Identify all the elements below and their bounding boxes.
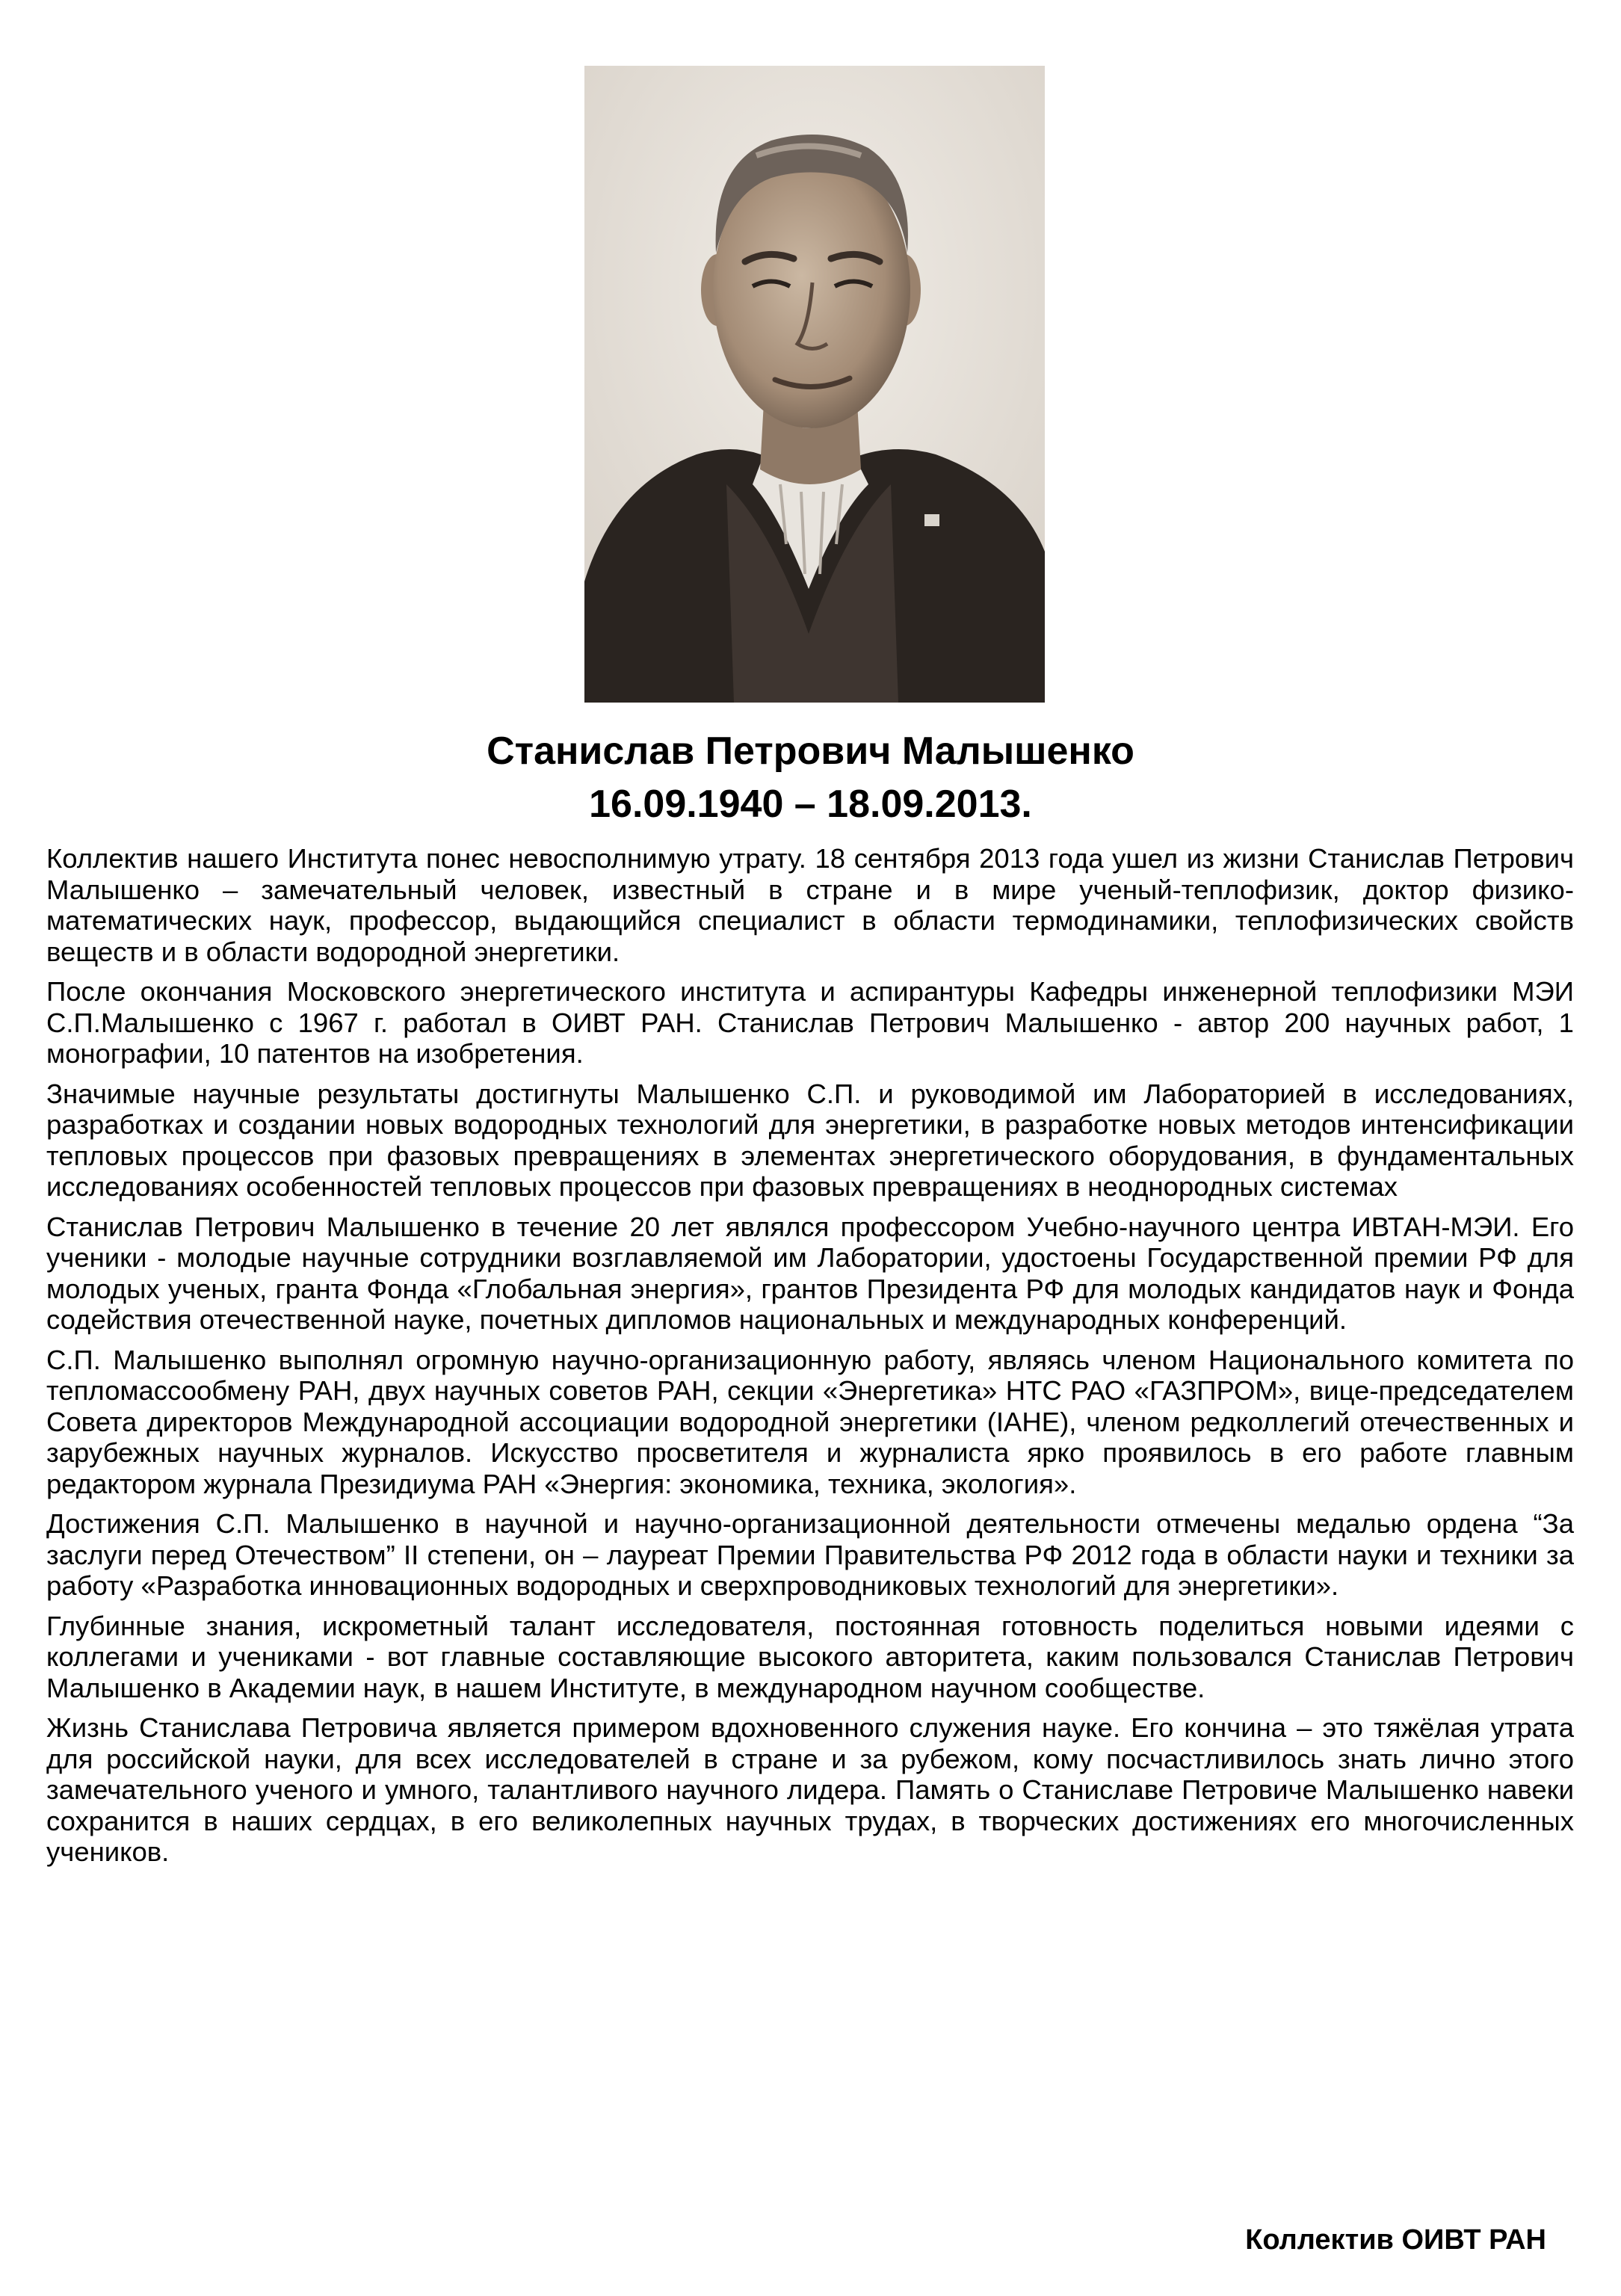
paragraph: После окончания Московского энергетического института и аспирантуры Кафедры инженерной теплофизики МЭИ С.П.Малышенко с 1967 г. работал в ОИВТ РАН. Станислав Петрович Малышенко - автор 200 научных работ, 1 монографии, 10 патентов на изобретения. <box>46 976 1574 1069</box>
paragraph: С.П. Малышенко выполнял огромную научно-организационную работу, являясь членом Национального комитета по тепломассообмену РАН, двух научных советов РАН, секции «Энергетика» НТС РАО «ГАЗПРОМ», вице-председателем Совета директоров Международной ассоциации водородной энергетики (IAHE), членом редколлегий отечественных и зарубежных научных журналов. Искусство просветителя и журналиста ярко проявилось в его работе главным редактором журнала Президиума РАН «Энергия: экономика, техника, экология». <box>46 1344 1574 1499</box>
portrait-photo <box>584 66 1045 703</box>
paragraph: Достижения С.П. Малышенко в научной и научно-организационной деятельности отмечены медалью ордена “За заслуги перед Отечеством” II степени, он – лауреат Премии Правительства РФ 2012 года в области науки и техники за работу «Разработка инновационных водородных и сверхпроводниковых технологий для энергетики». <box>46 1508 1574 1601</box>
obituary-text <box>46 843 1574 1877</box>
life-dates: 16.09.1940 – 18.09.2013. <box>589 783 1032 826</box>
paragraph: Глубинные знания, искрометный талант исследователя, постоянная готовность поделиться новыми идеями с коллегами и учениками - вот главные составляющие высокого авторитета, каким пользовался Станислав Петрович Малышенко в Академии наук, в нашем Институте, в международном научном сообществе. <box>46 1610 1574 1703</box>
paragraph: Коллектив нашего Института понес невосполнимую утрату. 18 сентября 2013 года ушел из жизни Станислав Петрович Малышенко – замечательный человек, известный в стране и в мире ученый-теплофизик, доктор физико-математических наук, профессор, выдающийся специалист в области термодинамики, теплофизических свойств веществ и в области водородной энергетики. <box>46 843 1574 967</box>
person-name: Станислав Петрович Малышенко <box>487 729 1134 773</box>
paragraph: Значимые научные результаты достигнуты Малышенко С.П. и руководимой им Лабораторией в исследованиях, разработках и создании новых водородных технологий для энергетики, в разработке новых методов интенсификации тепловых процессов при фазовых превращениях в элементах энергетического оборудования, в фундаментальных исследованиях особенностей тепловых процессов при фазовых превращениях в неоднородных системах <box>46 1078 1574 1202</box>
paragraph: Станислав Петрович Малышенко в течение 20 лет являлся профессором Учебно-научного центра ИВТАН-МЭИ. Его ученики - молодые научные сотрудники возглавляемой им Лаборатории, удостоены Государственной премии РФ для молодых ученых, гранта Фонда «Глобальная энергия», грантов Президента РФ для молодых кандидатов наук и Фонда содействия отечественной науке, почетных дипломов национальных и международных конференций. <box>46 1211 1574 1335</box>
paragraph: Жизнь Станислава Петровича является примером вдохновенного служения науке. Его кончина – это тяжёлая утрата для российской науки, для всех исследователей в стране и за рубежом, кому посчастливилось знать лично этого замечательного ученого и умного, талантливого научного лидера. Память о Станиславе Петровиче Малышенко навеки сохранится в наших сердцах, в его великолепных научных трудах, в творческих достижениях его многочисленных учеников. <box>46 1712 1574 1867</box>
portrait-illustration <box>584 66 1045 703</box>
signature: Коллектив ОИВТ РАН <box>1245 2224 1546 2256</box>
